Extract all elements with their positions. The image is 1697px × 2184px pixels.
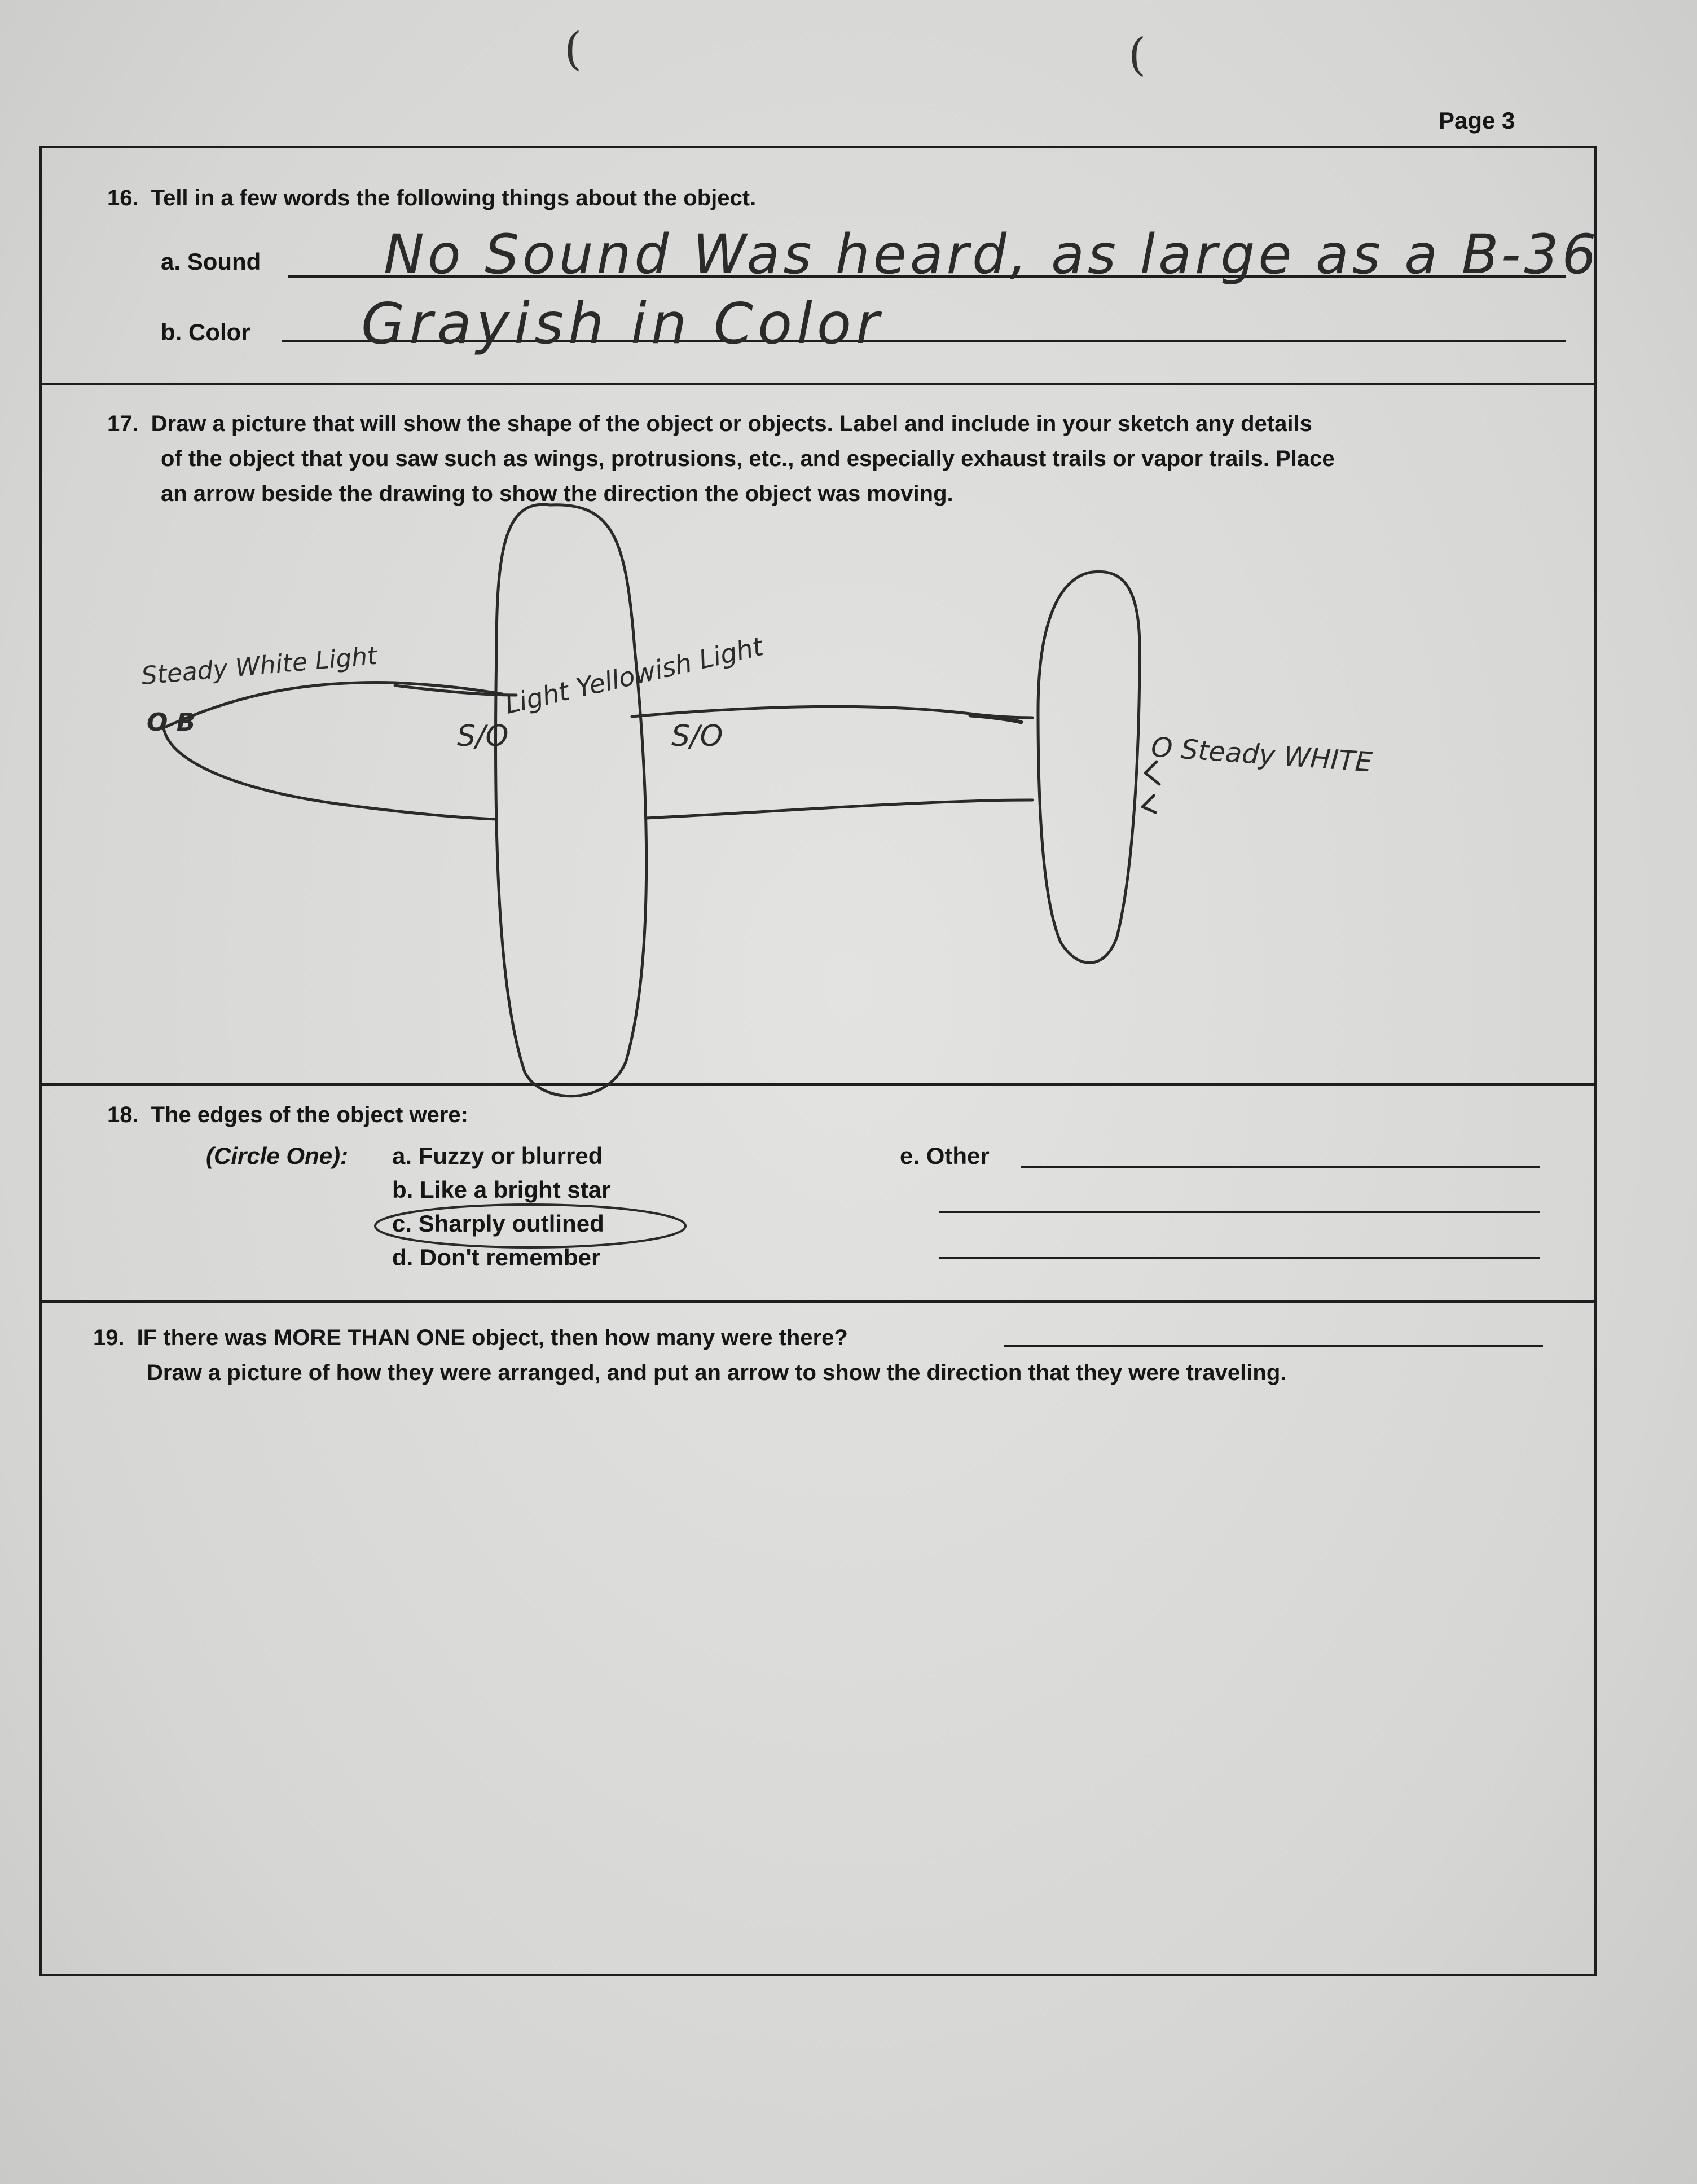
other-line-1[interactable] (1021, 1166, 1540, 1168)
question-17-line2: of the object that you saw such as wings, protrusions, etc., and especially exhaust trails or vapor trails. Place (161, 446, 1335, 471)
question-18-number: 18. (107, 1102, 139, 1127)
question-17-line3: an arrow beside the drawing to show the direction the object was moving. (161, 481, 953, 506)
question-16-text: Tell in a few words the following things about the object. (151, 186, 757, 210)
question-18-text: The edges of the object were: (151, 1102, 468, 1127)
page-number: Page 3 (1439, 107, 1515, 134)
sound-label: a. Sound (161, 248, 261, 275)
edge-option-c[interactable]: c. Sharply outlined (392, 1210, 604, 1237)
edge-option-b[interactable]: b. Like a bright star (392, 1176, 611, 1203)
other-line-3[interactable] (939, 1257, 1540, 1259)
question-17-number: 17. (107, 411, 139, 436)
question-19-number: 19. (93, 1325, 125, 1350)
edge-option-a[interactable]: a. Fuzzy or blurred (392, 1142, 603, 1169)
question-16-number: 16. (107, 186, 139, 210)
scan-mark-right: ( (1128, 28, 1146, 81)
color-label: b. Color (161, 319, 250, 345)
question-19 (93, 1320, 1286, 1390)
color-value[interactable]: Grayish in Color (361, 291, 884, 357)
sketch-label-left-light: Steady White Light (140, 641, 379, 691)
sketch-label-mid-mark1: S/O (457, 719, 509, 753)
object-count-line[interactable] (1004, 1345, 1543, 1347)
question-19-line1: IF there was MORE THAN ONE object, then how many were there? (137, 1325, 848, 1350)
sketch-label-right-light: O Steady WHITE (1150, 731, 1374, 779)
circle-one-label: (Circle One): (206, 1142, 349, 1169)
edge-option-e-label: e. Other (900, 1142, 990, 1169)
sketch-label-mid-mark2: S/O (671, 719, 723, 753)
other-line-2[interactable] (939, 1211, 1540, 1213)
edge-option-d[interactable]: d. Don't remember (392, 1244, 601, 1271)
question-17-line1: Draw a picture that will show the shape of the object or objects. Label and include in your sketch any details (151, 411, 1312, 436)
sketch-label-left-mark: O B (147, 708, 196, 737)
sound-value[interactable]: No Sound Was heard, as large as a B-36 (384, 223, 1600, 286)
question-19-line2: Draw a picture of how they were arranged, and put an arrow to show the direction that they were traveling. (147, 1360, 1287, 1385)
sketch-label-mid-light: Light Yellowish Light (502, 631, 766, 720)
scan-mark-left: ( (564, 23, 582, 75)
